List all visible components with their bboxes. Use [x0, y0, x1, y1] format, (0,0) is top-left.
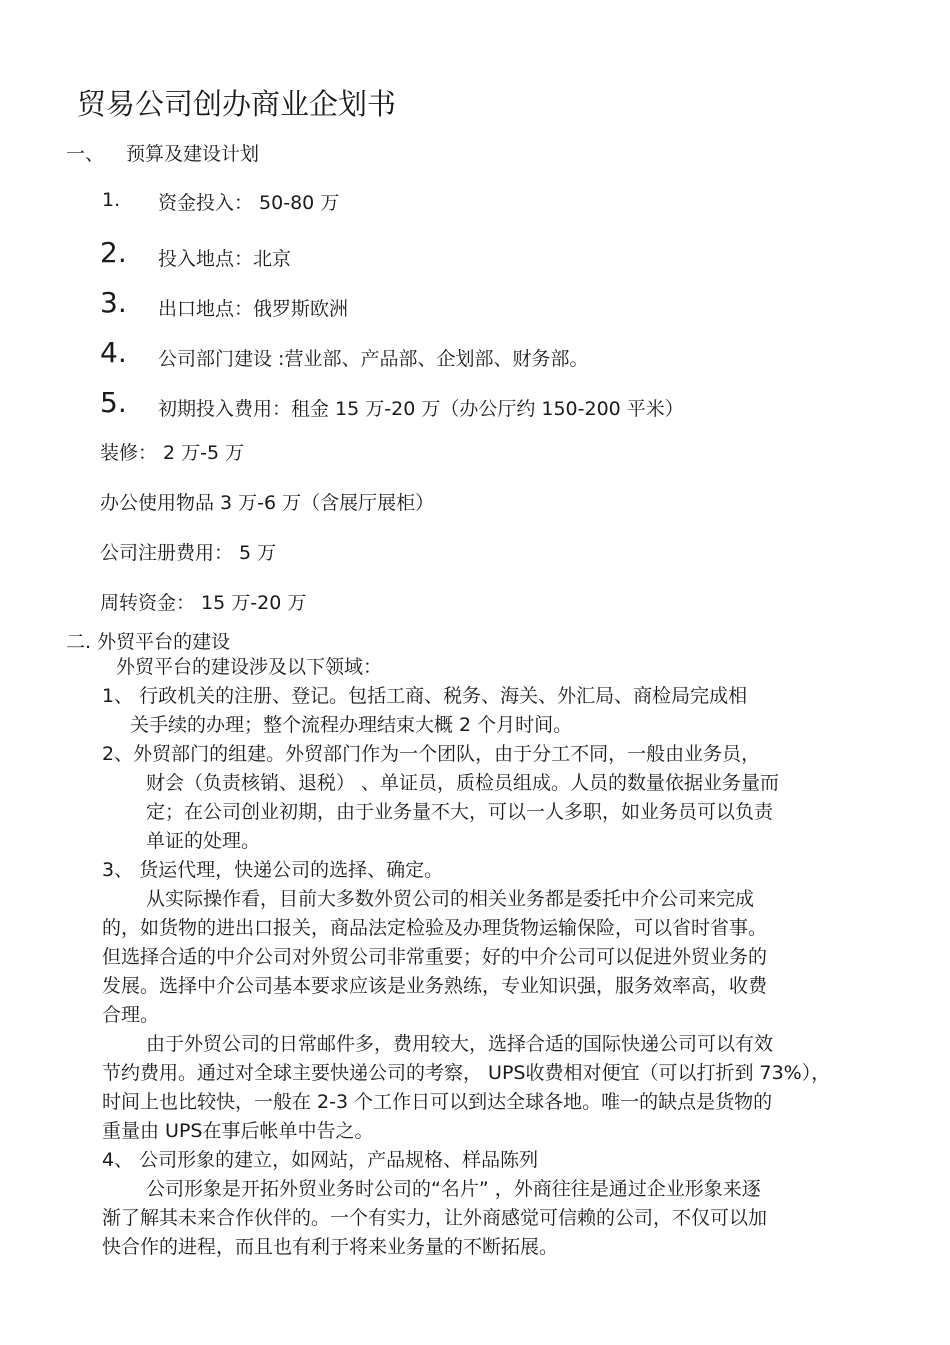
paragraph-line: 快合作的进程，而且也有利于将来业务量的不断拓展。 [102, 1236, 559, 1258]
paragraph-line: 但选择合适的中介公司对外贸公司非常重要；好的中介公司可以促进外贸业务的 [102, 946, 768, 968]
paragraph-line: 1、 行政机关的注册、登记。包括工商、税务、海关、外汇局、商检局完成相 [102, 685, 748, 707]
paragraph-line: 财会（负责核销、退税） 、单证员，质检员组成。人员的数量依据业务量而 [146, 772, 780, 794]
item-5-number: 5. [100, 386, 127, 419]
paragraph-line: 公司形象是开拓外贸业务时公司的“名片” ，外商往往是通过企业形象来逐 [146, 1178, 761, 1200]
section-2-heading: 二. 外贸平台的建设 [66, 631, 231, 653]
paragraph-line: 重量由 UPS在事后帐单中告之。 [102, 1120, 374, 1142]
item-4-number: 4. [100, 336, 127, 369]
paragraph-line: 发展。选择中介公司基本要求应该是业务熟练，专业知识强，服务效率高，收费 [102, 975, 768, 997]
item-5-text: 初期投入费用：租金 15 万-20 万（办公厅约 150-200 平米） [158, 398, 684, 420]
item-2-number: 2. [100, 236, 127, 269]
paragraph-line: 渐了解其未来合作伙伴的。一个有实力，让外商感觉可信赖的公司，不仅可以加 [102, 1207, 768, 1229]
paragraph-line: 4、 公司形象的建立，如网站，产品规格、样品陈列 [102, 1149, 539, 1171]
cost-renovation: 装修： 2 万-5 万 [100, 442, 245, 464]
cost-working-capital: 周转资金： 15 万-20 万 [100, 592, 307, 614]
cost-office-supplies: 办公使用物品 3 万-6 万（含展厅展柜） [100, 492, 435, 514]
paragraph-line: 单证的处理。 [146, 830, 261, 852]
item-1-text: 资金投入： 50-80 万 [158, 192, 340, 214]
paragraph-line: 时间上也比较快，一般在 2-3 个工作日可以到达全球各地。唯一的缺点是货物的 [102, 1091, 773, 1113]
paragraph-line: 的，如货物的进出口报关，商品法定检验及办理货物运输保险，可以省时省事。 [102, 917, 768, 939]
paragraph-line: 关手续的办理；整个流程办理结束大概 2 个月时间。 [130, 714, 573, 736]
paragraph-line: 定；在公司创业初期，由于业务量不大，可以一人多职，如业务员可以负责 [146, 801, 774, 823]
paragraph-line: 由于外贸公司的日常邮件多，费用较大，选择合适的国际快递公司可以有效 [146, 1033, 774, 1055]
item-3-text: 出口地点：俄罗斯欧洲 [158, 298, 349, 320]
paragraph-line: 2、外贸部门的组建。外贸部门作为一个团队，由于分工不同，一般由业务员， [102, 743, 761, 765]
paragraph-line: 合理。 [102, 1004, 160, 1026]
cost-registration: 公司注册费用： 5 万 [100, 542, 277, 564]
item-4-text: 公司部门建设 :营业部、产品部、企划部、财务部。 [158, 348, 589, 370]
section-1-marker: 一、 [66, 143, 105, 165]
document-title: 贸易公司创办商业企划书 [77, 87, 397, 121]
section-2-intro: 外贸平台的建设涉及以下领域： [116, 656, 383, 678]
item-3-number: 3. [100, 286, 127, 319]
section-1-heading: 预算及建设计划 [126, 143, 260, 165]
item-1-number: 1. [102, 189, 121, 211]
paragraph-line: 从实际操作看，目前大多数外贸公司的相关业务都是委托中介公司来完成 [146, 888, 755, 910]
paragraph-line: 3、 货运代理，快递公司的选择、确定。 [102, 859, 444, 881]
item-2-text: 投入地点：北京 [158, 248, 292, 270]
paragraph-line: 节约费用。通过对全球主要快递公司的考察， UPS收费相对便宜（可以打折到 73%）， [102, 1062, 831, 1084]
